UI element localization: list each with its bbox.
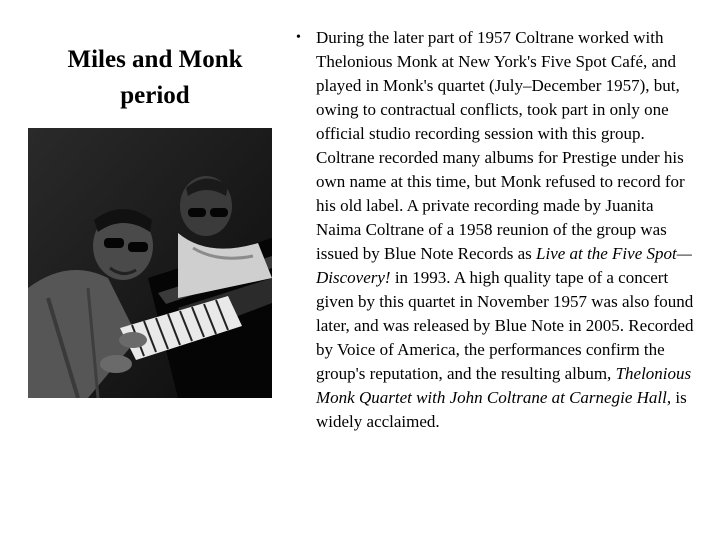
body-text-part-3: , is widely acclaimed.: [316, 388, 687, 431]
slide-title-line-2: period: [120, 82, 190, 109]
body-text-part-2: in 1993. A high quality tape of a concert given by this quartet in November 1957 was also found later, and was released by Blue Note in 2005. Recorded by Voice of America, the performances confirm the group's reputation, and the resulting album,: [316, 268, 694, 383]
body-text: [296, 26, 700, 434]
body-paragraph: [316, 26, 700, 434]
body-text-part-1: During the later part of 1957 Coltrane worked with Thelonious Monk at New York's Five Spot Café, and played in Monk's quartet (July–December 1957), but, owing to contractual conflicts, took part in only one official studio recording session with this group. Coltrane recorded many albums for Prestige under his own name at this time, but Monk refused to record for his old label. A private recording made by Juanita Naima Coltrane of a 1958 reunion of the group was issued by Blue Note Records as: [316, 28, 685, 263]
bullet-marker: •: [296, 30, 301, 45]
slide-title-line-1: Miles and Monk: [67, 46, 243, 73]
slide-title: [30, 42, 280, 114]
album-title-live-at-five-spot: Live at the Five Spot—Discovery!: [316, 244, 692, 287]
album-title-carnegie-hall: Thelonious Monk Quartet with John Coltrane at Carnegie Hall: [316, 364, 692, 407]
photo-monk-and-davis-at-piano: [28, 128, 272, 398]
